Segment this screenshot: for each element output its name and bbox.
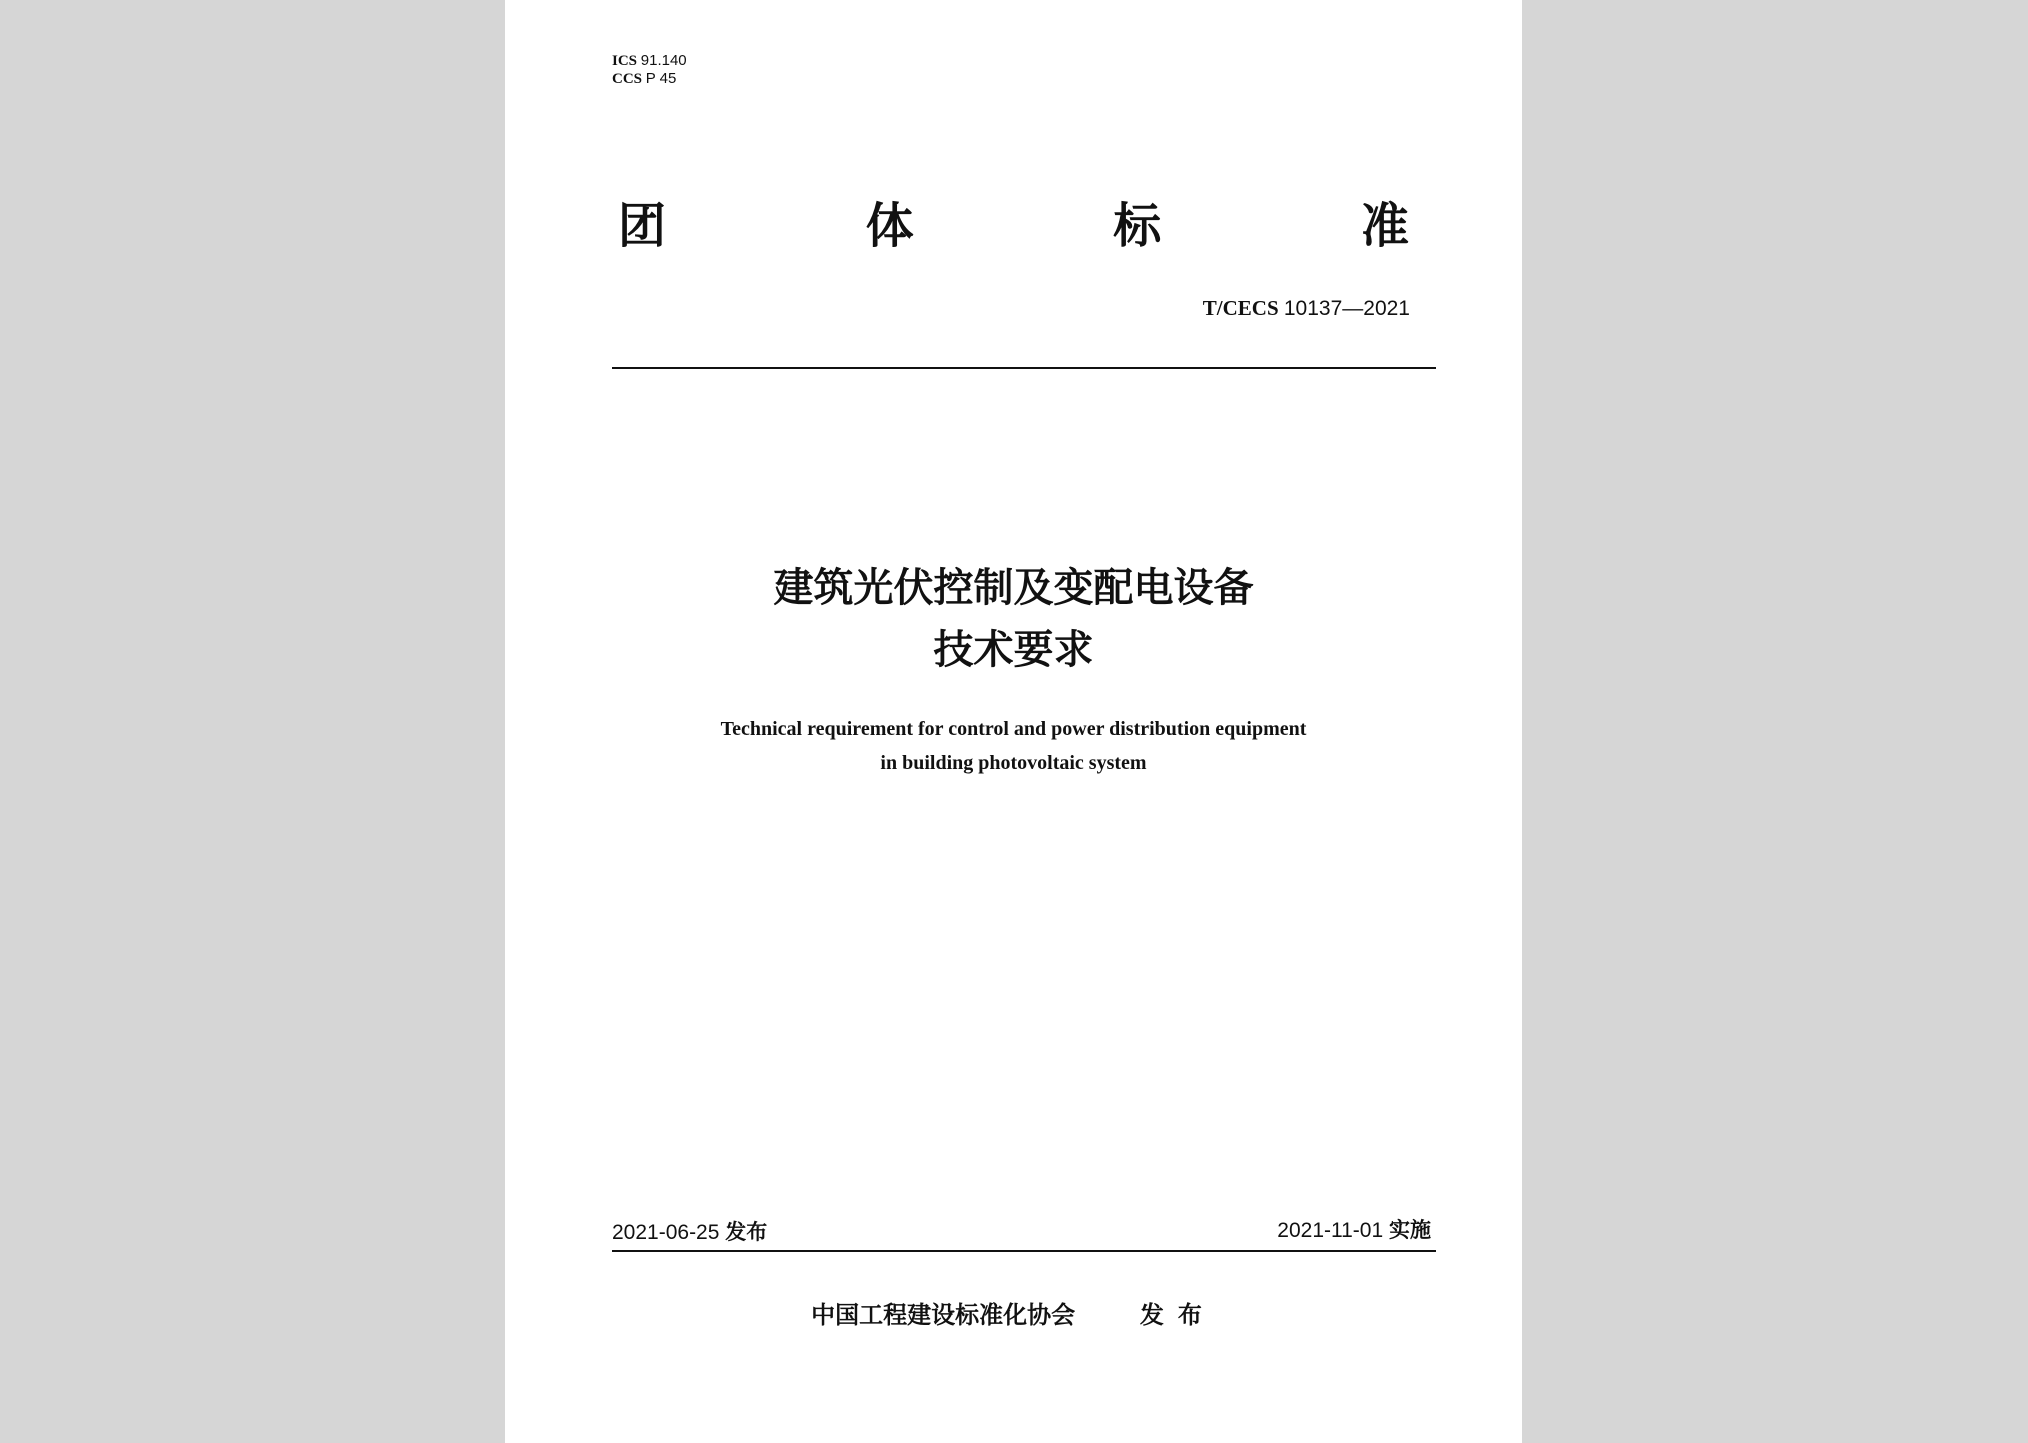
title-chinese-line-2: 技术要求 — [933, 627, 1094, 673]
ics-value: 91.140 — [640, 52, 687, 69]
ics-code — [612, 52, 687, 70]
classification-codes — [612, 52, 687, 88]
title-chinese-line-1: 建筑光伏控制及变配电设备 — [773, 565, 1254, 611]
standard-type-char: 准 — [1360, 198, 1409, 254]
implementation-date-value: 2021-11-01 — [1277, 1219, 1384, 1242]
header-divider — [612, 367, 1436, 369]
standard-type-heading — [612, 196, 1415, 256]
title-english-line-2: in building photovoltaic system — [880, 752, 1147, 774]
ccs-code — [612, 70, 687, 88]
issue-date-label: 发布 — [725, 1220, 768, 1244]
publisher-action: 发布 — [1139, 1301, 1216, 1329]
implementation-date — [1277, 1216, 1431, 1245]
issue-date-value: 2021-06-25 — [612, 1221, 720, 1244]
footer-divider — [612, 1250, 1436, 1252]
publisher-name: 中国工程建设标准化协会 — [811, 1301, 1076, 1329]
implementation-date-label: 实施 — [1389, 1218, 1431, 1242]
standard-number-value: 10137—2021 — [1283, 297, 1410, 320]
publisher-line — [505, 1298, 1522, 1332]
standard-number-prefix: T/CECS — [1202, 296, 1279, 320]
document-page — [505, 0, 1522, 1443]
issue-date — [612, 1218, 767, 1247]
title-english-line-1: Technical requirement for control and power distribution equipment — [720, 718, 1307, 740]
standard-type-char: 团 — [617, 198, 666, 254]
ccs-value: P 45 — [645, 70, 677, 87]
standard-type-char: 体 — [865, 198, 914, 254]
standard-type-char: 标 — [1113, 198, 1162, 254]
standard-number — [1203, 295, 1410, 322]
ccs-label: CCS — [612, 71, 643, 87]
ics-label: ICS — [612, 53, 638, 69]
